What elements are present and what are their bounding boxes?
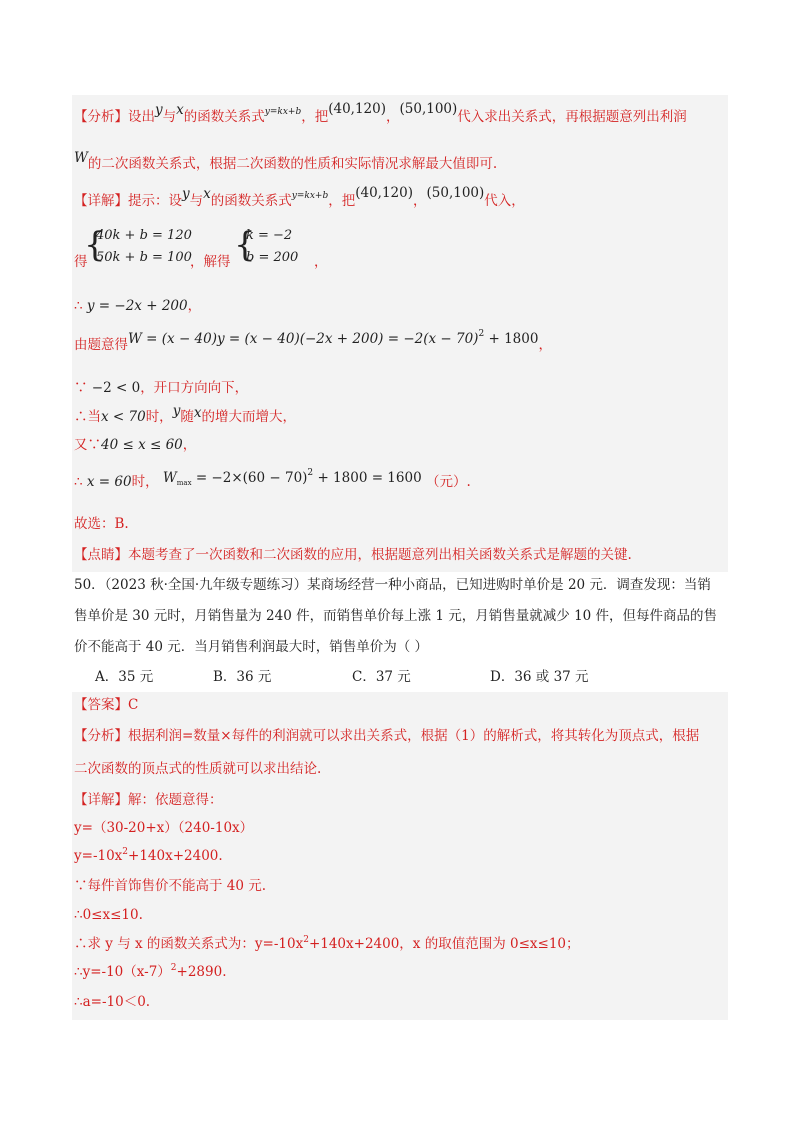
- system1-row1: 40k + b = 120: [96, 228, 192, 243]
- detail2-line-3: $y=-10x^2+140x+2400$.: [74, 847, 223, 864]
- detail-line-y: ∴ y = −2x + 200，: [74, 298, 202, 314]
- detail2-line-4: ∵每件首饰售价不能高于 40 元.: [74, 878, 267, 894]
- system1-row2: 50k + b = 100: [96, 250, 192, 265]
- detail-line-open-down: ∵ −2 < 0，开口方向向下，: [74, 380, 249, 396]
- analysis2-line-1: 【分析】根据利润=数量×每件的利润就可以求出关系式，根据（1）的解析式，将其转化为顶点式，根据: [74, 728, 700, 744]
- summary-line: 【点睛】本题考查了一次函数和二次函数的应用，根据题意列出相关函数关系式是解题的关键.: [74, 547, 632, 563]
- analysis-line-1: 【分析】设出y与x的函数关系式$^{y=kx+b}$，把(40,120)，(50,100)代入求出关系式，再根据题意列出利润: [74, 101, 687, 125]
- detail-line-range: 又∵40 ≤ x ≤ 60，: [74, 437, 197, 453]
- detail-line-increasing: ∴当x < 70时，y随x的增大而增大，: [74, 403, 296, 425]
- jiede-label: ，解得: [190, 254, 231, 270]
- detail2-line-2: y=（30-20+x）（240-10x）: [74, 820, 254, 836]
- comma: ，: [314, 254, 328, 270]
- option-c: C．37 元: [352, 669, 411, 685]
- option-a: A．35 元: [95, 669, 154, 685]
- answer-line: 【答案】C: [74, 697, 139, 713]
- question-50-line-3: 价不能高于 40 元．当月销售利润最大时，销售单价为（ ）: [74, 639, 429, 655]
- system2-row2: b = 200: [246, 250, 299, 265]
- detail2-line-8: ∴a=-10＜0.: [74, 994, 151, 1010]
- de-label: 得: [74, 254, 88, 270]
- detail2-line-6: ∴求 y 与 x 的函数关系式为：$y=-10x^2+140x+2400$，x 的取值范围为 0≤x≤10；: [74, 935, 580, 952]
- brace-icon: {: [84, 225, 106, 265]
- analysis-line-2: W的二次函数关系式，根据二次函数的性质和实际情况求解最大值即可.: [74, 150, 498, 172]
- equation-systems: [74, 226, 374, 272]
- system2-row1: k = −2: [246, 228, 293, 243]
- detail-line-max: ∴ x = 60时， $Wmax = -2\times(60 - 70)^2 + 1800 = 1600$ （元）.: [74, 468, 471, 490]
- option-d: D．36 或 37 元: [490, 669, 589, 685]
- option-b: B．36 元: [213, 669, 272, 685]
- detail2-line-1: 【详解】解：依题意得：: [74, 792, 223, 808]
- detail-line-w: 由题意得$W = (x - 40)y = (x - 40)(-2x + 200) = -2(x - 70)^2 + 1800$，: [74, 329, 552, 353]
- question-50-line-1: 50．（2023 秋·全国·九年级专题练习）某商场经营一种小商品，已知进购时单价是 20 元．调查发现：当销: [74, 577, 711, 593]
- brace-icon: {: [234, 225, 256, 265]
- detail2-line-5: ∴0≤x≤10.: [74, 907, 143, 923]
- question-50-line-2: 售单价是 30 元时，月销售量为 240 件，而销售单价每上涨 1 元，月销售量就减少 10 件，但每件商品的售: [74, 608, 718, 624]
- analysis2-line-2: 二次函数的顶点式的性质就可以求出结论.: [74, 761, 322, 777]
- detail2-line-7: $\therefore y=-10(x-7)^2+2890$.: [74, 963, 227, 980]
- choice-line: 故选：B.: [74, 516, 129, 532]
- detail-line-1: 【详解】提示：设y与x的函数关系式$^{y=kx+b}$，把(40,120)，(50,100)代入，: [74, 185, 525, 209]
